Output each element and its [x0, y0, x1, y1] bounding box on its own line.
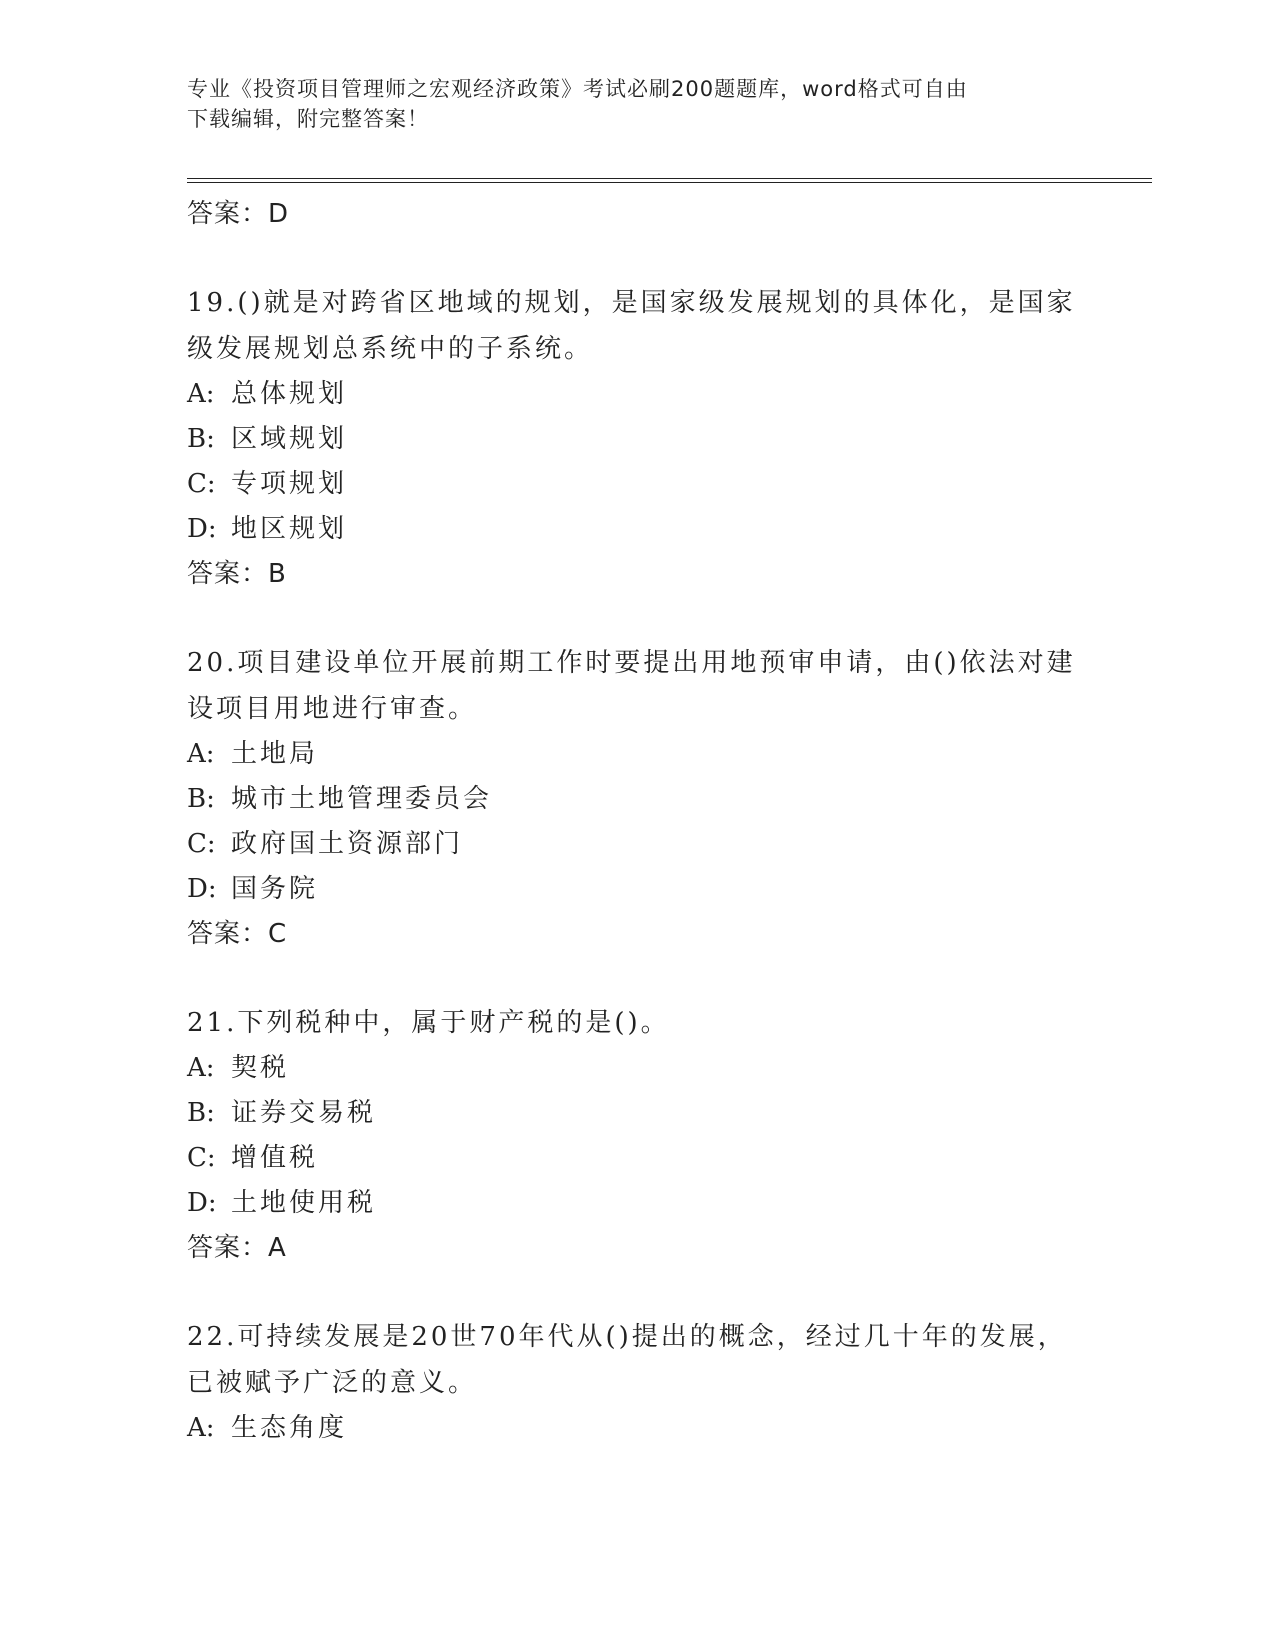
question-list — [187, 192, 1087, 1451]
option-label: A: — [187, 1053, 215, 1083]
option-text: 契税 — [231, 1053, 290, 1083]
question-stem — [187, 1314, 1087, 1406]
option-label: A: — [187, 739, 215, 769]
option-c — [187, 462, 1087, 507]
answer-q20: 答案：C — [187, 919, 288, 949]
stem-line: 21.下列税种中，属于财产税的是()。 — [187, 1008, 670, 1038]
option-label: B: — [187, 1098, 215, 1128]
option-d — [187, 1181, 1087, 1226]
header-divider-double — [187, 182, 1152, 183]
question-stem — [187, 280, 1087, 372]
stem-line: 已被赋予广泛的意义。 — [187, 1368, 478, 1398]
option-label: A: — [187, 379, 215, 409]
option-text: 区域规划 — [231, 424, 348, 454]
option-text: 政府国土资源部门 — [231, 829, 464, 859]
option-label: C: — [187, 1143, 216, 1173]
page-header — [187, 74, 1087, 134]
answer-q18: 答案：D — [187, 199, 290, 229]
question-21 — [187, 1000, 1087, 1270]
option-label: B: — [187, 424, 215, 454]
option-text: 总体规划 — [231, 379, 348, 409]
question-stem — [187, 640, 1087, 732]
option-text: 专项规划 — [231, 469, 348, 499]
header-title-line-1: 专业《投资项目管理师之宏观经济政策》考试必刷200题题库，word格式可自由 — [187, 77, 968, 101]
option-c — [187, 822, 1087, 867]
option-a — [187, 732, 1087, 777]
option-label: B: — [187, 784, 215, 814]
option-b — [187, 417, 1087, 462]
option-text: 生态角度 — [231, 1413, 348, 1443]
answer-q21: 答案：A — [187, 1233, 287, 1263]
stem-line: 级发展规划总系统中的子系统。 — [187, 334, 594, 364]
option-c — [187, 1136, 1087, 1181]
option-a — [187, 1046, 1087, 1091]
question-20 — [187, 640, 1087, 956]
option-d — [187, 507, 1087, 552]
stem-line: 设项目用地进行审查。 — [187, 694, 478, 724]
option-label: A: — [187, 1413, 215, 1443]
option-text: 地区规划 — [231, 514, 348, 544]
option-label: C: — [187, 469, 216, 499]
option-label: C: — [187, 829, 216, 859]
option-label: D: — [187, 514, 217, 544]
option-d — [187, 867, 1087, 912]
stem-line: 20.项目建设单位开展前期工作时要提出用地预审申请，由()依法对建 — [187, 648, 1076, 678]
answer-q19: 答案：B — [187, 559, 287, 589]
option-b — [187, 1091, 1087, 1136]
stem-line: 22.可持续发展是20世70年代从()提出的概念，经过几十年的发展， — [187, 1322, 1067, 1352]
question-stem — [187, 1000, 1087, 1046]
option-text: 土地使用税 — [231, 1188, 377, 1218]
option-b — [187, 777, 1087, 822]
question-22 — [187, 1314, 1087, 1451]
option-text: 国务院 — [231, 874, 319, 904]
option-a — [187, 372, 1087, 417]
question-19 — [187, 280, 1087, 596]
option-label: D: — [187, 1188, 217, 1218]
option-text: 土地局 — [231, 739, 319, 769]
stem-line: 19.()就是对跨省区地域的规划，是国家级发展规划的具体化，是国家 — [187, 288, 1076, 318]
header-title-line-2: 下载编辑，附完整答案！ — [187, 107, 429, 131]
option-text: 证券交易税 — [231, 1098, 377, 1128]
header-divider — [187, 178, 1152, 179]
option-text: 增值税 — [231, 1143, 319, 1173]
option-text: 城市土地管理委员会 — [231, 784, 493, 814]
option-a — [187, 1406, 1087, 1451]
option-label: D: — [187, 874, 217, 904]
